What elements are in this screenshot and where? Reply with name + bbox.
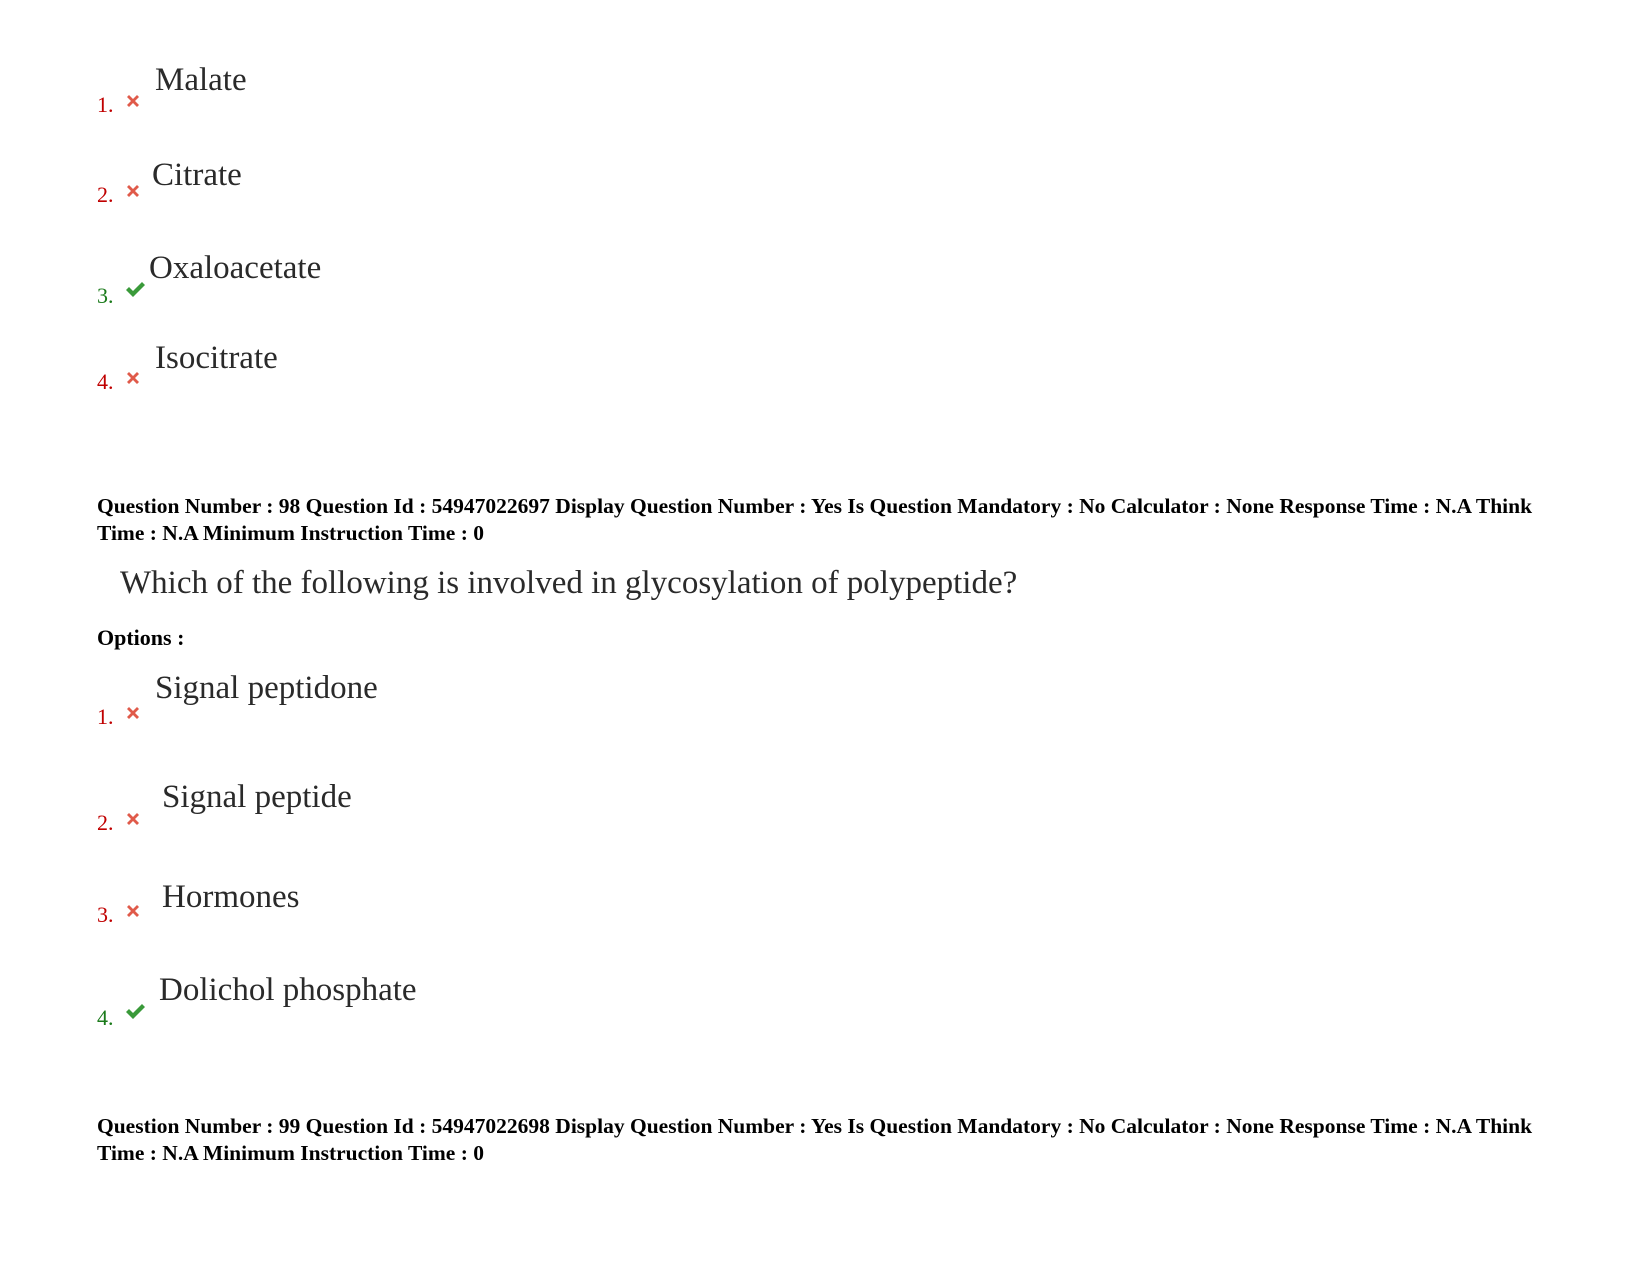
cross-icon: [124, 704, 142, 722]
option-number: 1.: [97, 92, 114, 117]
cross-icon: [124, 902, 142, 920]
option-number: 2.: [97, 810, 114, 835]
option-text: Citrate: [152, 157, 242, 193]
option-number: 2.: [97, 182, 114, 207]
option-text: Malate: [155, 62, 247, 98]
option-text: Dolichol phosphate: [159, 972, 417, 1008]
cross-icon: [124, 369, 142, 387]
question-meta: Question Number : 99 Question Id : 54947022698 Display Question Number : Yes Is Question Mandatory : No Calculator : None Response Time : N.A Think Time : N.A Minimum Instruction Time : 0: [97, 1114, 1533, 1165]
option-number: 4.: [97, 369, 114, 394]
option-number: 3.: [97, 283, 114, 308]
question-text: Which of the following is involved in glycosylation of polypeptide?: [120, 565, 1018, 601]
option-text: Isocitrate: [155, 340, 278, 376]
cross-icon: [124, 810, 142, 828]
option-number: 1.: [97, 704, 114, 729]
option-number: 3.: [97, 902, 114, 927]
question-meta: Question Number : 98 Question Id : 54947022697 Display Question Number : Yes Is Question Mandatory : No Calculator : None Response Time : N.A Think Time : N.A Minimum Instruction Time : 0: [97, 494, 1533, 545]
option-text: Signal peptide: [162, 779, 352, 815]
check-icon: [124, 281, 146, 299]
option-text: Oxaloacetate: [149, 250, 322, 286]
option-text: Hormones: [162, 879, 300, 915]
cross-icon: [124, 182, 142, 200]
check-icon: [124, 1003, 146, 1021]
option-text: Signal peptidone: [155, 670, 378, 706]
option-number: 4.: [97, 1005, 114, 1030]
cross-icon: [124, 92, 142, 110]
options-label: Options :: [97, 625, 185, 650]
